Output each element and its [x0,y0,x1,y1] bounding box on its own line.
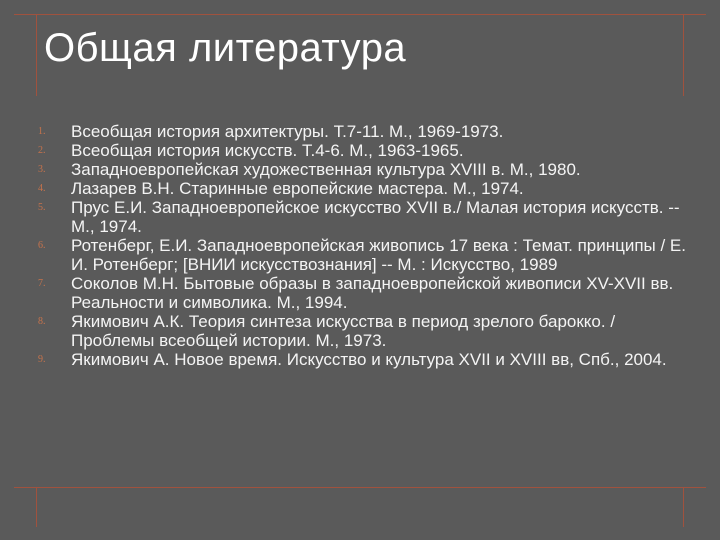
frame-line-right [683,14,684,96]
list-item [38,236,688,274]
reference-list [38,122,688,369]
item-text: Всеобщая история искусств. Т.4-6. М., 1963-1965. [71,141,464,160]
item-text: Лазарев В.Н. Старинные европейские мастера. М., 1974. [71,179,524,198]
list-item [38,179,688,198]
frame-line-bottom-right [683,487,684,527]
frame-line-bottom-left [36,487,37,527]
item-text: Соколов М.Н. Бытовые образы в западноевропейской живописи XV-XVII вв. Реальности и символика. М., 1994. [71,274,674,312]
list-item [38,198,688,236]
item-text: Прус Е.И. Западноевропейское искусство XVII в./ Малая история искусств. -- М., 1974. [71,198,680,236]
item-text: Всеобщая история архитектуры. Т.7-11. М., 1969-1973. [71,122,504,141]
frame-line-bottom [14,487,706,488]
item-number: 4. [38,183,46,194]
item-text: Ротенберг, Е.И. Западноевропейская живопись 17 века : Темат. принципы / Е. И. Ротенберг; [ВНИИ искусствознания] -- М. : Искусство, 1989 [71,236,686,274]
item-number: 1. [38,126,46,137]
slide-title: Общая литература [44,26,407,70]
item-text: Западноевропейская художественная культура XVIII в. М., 1980. [71,160,581,179]
list-item [38,312,688,350]
frame-line-left [36,14,37,96]
item-number: 6. [38,240,46,251]
item-text: Якимович А. Новое время. Искусство и культура XVII и XVIII вв, Спб., 2004. [71,350,667,369]
item-number: 9. [38,354,46,365]
item-number: 3. [38,164,46,175]
list-item [38,350,688,369]
item-number: 2. [38,145,46,156]
list-item [38,160,688,179]
list-item [38,141,688,160]
item-number: 8. [38,316,46,327]
item-text: Якимович А.К. Теория синтеза искусства в период зрелого барокко. / Проблемы всеобщей истории. М., 1973. [71,312,616,350]
item-number: 7. [38,278,46,289]
item-number: 5. [38,202,46,213]
list-item [38,122,688,141]
frame-line-top [14,14,706,15]
list-item [38,274,688,312]
